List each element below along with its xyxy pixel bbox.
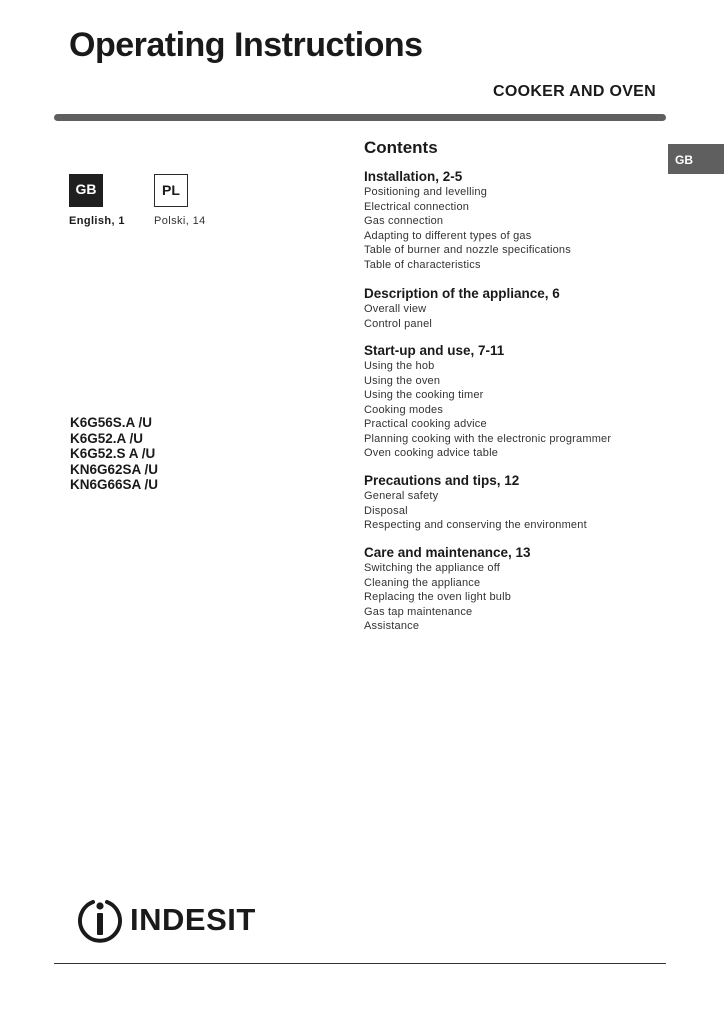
brand-wordmark: INDESIT [130,902,256,937]
top-divider [54,114,666,121]
toc-item[interactable]: Disposal [364,504,408,517]
toc-item[interactable]: Cooking modes [364,403,444,416]
model-list [70,415,158,493]
toc-item[interactable]: Replacing the oven light bulb [364,591,512,603]
toc-item[interactable]: Using the hob [364,360,435,372]
toc-item[interactable]: Practical cooking advice [364,418,487,430]
toc-item[interactable]: Using the cooking timer [364,389,484,401]
language-label-english[interactable]: English, 1 [69,215,125,227]
model-code: K6G52.A /U [70,430,144,446]
toc-item[interactable]: Table of characteristics [364,258,481,271]
toc-item[interactable]: Gas connection [364,215,444,227]
toc-item[interactable]: Electrical connection [364,200,470,213]
brand-logo [76,896,256,944]
bottom-divider [54,963,666,964]
model-code: K6G56S.A /U [70,415,153,430]
toc-item[interactable]: Respecting and conserving the environment [364,519,587,531]
toc-item[interactable]: General safety [364,490,439,502]
toc-item[interactable]: Positioning and levelling [364,186,488,198]
toc-item[interactable]: Oven cooking advice table [364,447,499,459]
model-code: K6G52.S A /U [70,446,156,461]
toc-section-precautions [364,472,674,533]
toc-item[interactable]: Planning cooking with the electronic programmer [364,432,612,445]
contents-title: Contents [364,138,438,157]
toc-section-heading[interactable]: Care and maintenance, 13 [364,545,531,560]
model-code: KN6G66SA /U [70,477,159,492]
toc-item[interactable]: Assistance [364,620,420,632]
toc-item[interactable]: Adapting to different types of gas [364,229,532,242]
document-subtitle: COOKER AND OVEN [492,83,656,100]
toc-item[interactable]: Cleaning the appliance [364,576,481,589]
language-box-pl[interactable]: PL [154,174,188,207]
toc-item[interactable]: Switching the appliance off [364,562,501,574]
toc-section-heading[interactable]: Installation, 2-5 [364,169,463,184]
indesit-i-circle-icon [76,896,124,944]
toc-section-description [364,285,674,331]
toc-section-care [364,544,674,634]
toc-item[interactable]: Gas tap maintenance [364,605,473,618]
toc-section-heading[interactable]: Description of the appliance, 6 [364,286,560,301]
toc-item[interactable]: Control panel [364,317,433,330]
language-side-tab: GB [668,144,724,174]
toc-section-installation [364,168,674,272]
toc-item[interactable]: Overall view [364,303,427,315]
model-code: KN6G62SA /U [70,461,159,477]
page-title: Operating Instructions [69,26,423,64]
toc-section-heading[interactable]: Start-up and use, 7-11 [364,343,505,358]
language-label-polish[interactable]: Polski, 14 [154,215,206,227]
language-box-gb[interactable]: GB [69,174,103,207]
toc-item[interactable]: Table of burner and nozzle specifications [364,244,571,256]
toc-item[interactable]: Using the oven [364,374,441,387]
toc-section-heading[interactable]: Precautions and tips, 12 [364,473,520,488]
toc-section-startup [364,342,674,461]
